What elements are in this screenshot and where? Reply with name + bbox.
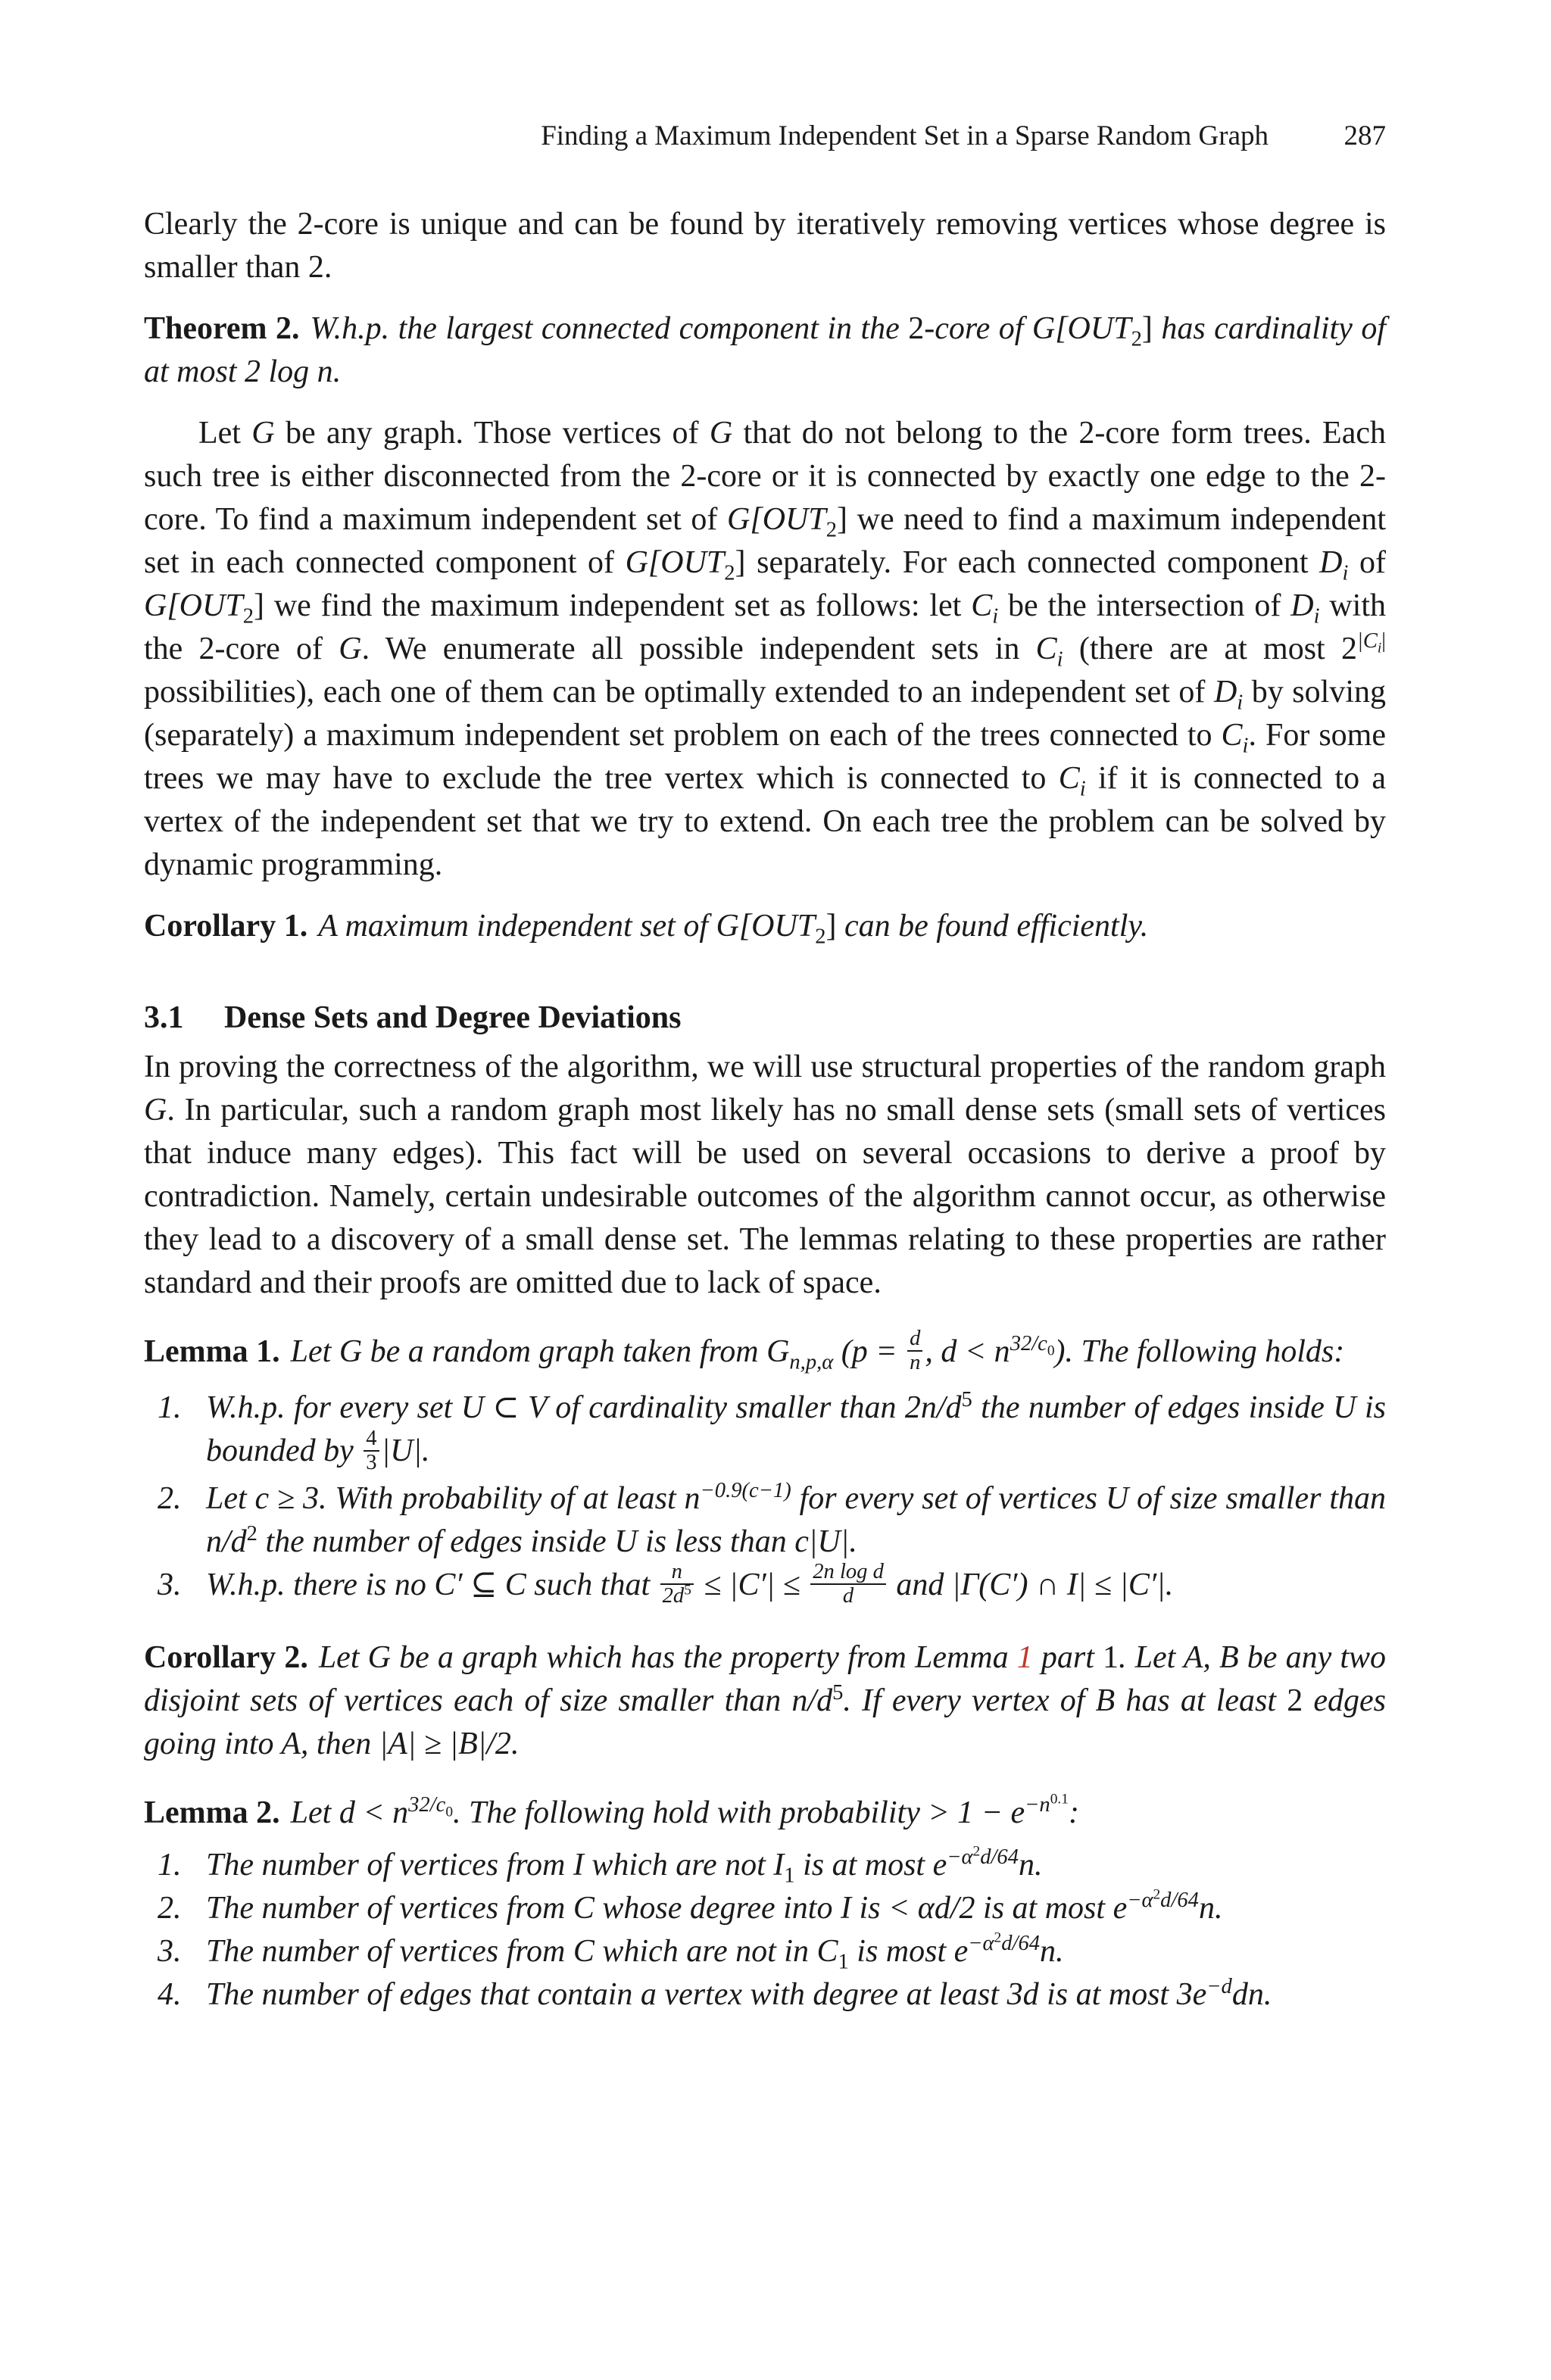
lemma-label: Lemma 2. — [144, 1795, 280, 1831]
running-header — [144, 114, 1386, 159]
page-body — [144, 203, 1386, 2017]
theorem-label: Theorem 2. — [144, 311, 300, 346]
theorem-text: W.h.p. the largest connected component in the 2-core of $G[OUT_2]$ has cardinality of at most 2 log n. — [144, 311, 1386, 389]
list-item: 3. The number of vertices from C which are not in $C_1$ is most $e^{-\alpha^2d/64}n$. — [158, 1929, 1064, 1974]
corollary-label: Corollary 1. — [144, 909, 308, 944]
lemma-2: Lemma 2. Let $d < n^{32/c_0}$. The following hold with probability > $1 - e^{-n^{0.1}}$: — [144, 1791, 1079, 1831]
theorem-2 — [144, 307, 1386, 394]
list-item: 3. W.h.p. there is no C′ ⊆ C such that $\frac{n}{2d^5}$ ≤ |C′| ≤ $\frac{\text{2n log d}}{d}$ and |Γ(C′) ∩ I| ≤ |C′|. — [158, 1560, 1174, 1608]
list-item: 2. Let c ≥ 3. With probability of at least $n^{-0.9(c-1)}$ for every set of vertices U of size smaller than $n/d^2$ the number of edges inside U is less than c|U|. — [158, 1478, 1386, 1559]
list-item: 1. W.h.p. for every set U ⊂ V of cardinality smaller than $2n/d^5$ the number of edges inside U is bounded by $\frac{4}{3}$ |U|. — [158, 1388, 1386, 1474]
lemma-label: Lemma 1. — [144, 1334, 280, 1369]
list-item: 2. The number of vertices from C whose degree into I is < αd/2 is at most $e^{-\alpha^2d/64}n$. — [158, 1886, 1223, 1926]
section-title: Dense Sets and Degree Deviations — [224, 1000, 682, 1035]
lemma-2-list — [144, 1844, 1386, 2017]
lemma-1: Lemma 1. Let G be a random graph taken from $G_{n,p,\alpha}$ (p = $\frac{d}{n}$ , $d < n^{32/c_0}$). The following holds: — [144, 1327, 1345, 1375]
running-title: Finding a Maximum Independent Set in a Sparse Random Graph — [541, 120, 1269, 151]
paragraph-2core: Clearly the 2-core is unique and can be found by iteratively removing vertices whose degree is smaller than 2. — [144, 207, 1386, 285]
section-heading — [144, 997, 1386, 1040]
section-number: 3.1 — [144, 1000, 184, 1035]
list-item: 4. The number of edges that contain a vertex with degree at least 3d is at most $3e^{-d}dn$. — [158, 1975, 1272, 2013]
page-number: 287 — [1343, 120, 1386, 151]
paragraph-dense-sets: In proving the correctness of the algorithm, we will use structural properties of the random graph G. In particular, such a random graph most likely has no small dense sets (small sets of vertices that induce many edges). This fact will be used on several occasions to derive a proof by contradiction. Namely, certain undesirable outcomes of the algorithm cannot occur, as otherwise they lead to a discovery of a small dense set. The lemmas relating to these properties are rather standard and their proofs are omitted due to lack of space. — [144, 1050, 1386, 1300]
paragraph-algorithm: Let G be any graph. Those vertices of G that do not belong to the 2-core form trees. Each such tree is either disconnected from the 2-core or it is connected by exactly one edge to the 2-core. To find a maximum independent set of $G[OUT_2]$ we need to find a maximum independent set in each connected component of $G[OUT_2]$ separately. For each connected component $D_i$ of $G[OUT_2]$ we find the maximum independent set as follows: let $C_i$ be the intersection of $D_i$ with the 2-core of G. We enumerate all possible independent sets in $C_i$ (there are at most $2^{|C_i|}$ possibilities), each one of them can be optimally extended to an independent set of $D_i$ by solving (separately) a maximum independent set problem on each of the trees connected to $C_i$. For some trees we may have to exclude the tree vertex which is connected to $C_i$ if it is connected to a vertex of the independent set that we try to extend. On each tree the problem can be solved by dynamic programming. — [144, 416, 1387, 882]
lemma-reference-link[interactable]: 1 — [1016, 1640, 1033, 1676]
lemma-1-list — [144, 1387, 1386, 1611]
corollary-label: Corollary 2. — [144, 1640, 308, 1676]
corollary-2: Corollary 2. Let G be a graph which has the property from Lemma 1 part 1. Let A, B be any two disjoint sets of vertices each of size smaller than $n/d^5$. If every vertex of B has at least 2 edges going into A, then |A| ≥ |B|/2. — [144, 1640, 1387, 1762]
corollary-1: Corollary 1. A maximum independent set of $G[OUT_2]$ can be found efficiently. — [144, 909, 1149, 949]
list-item: 1. The number of vertices from I which are not $I_1$ is at most $e^{-\alpha^2d/64}n$. — [158, 1843, 1043, 1888]
